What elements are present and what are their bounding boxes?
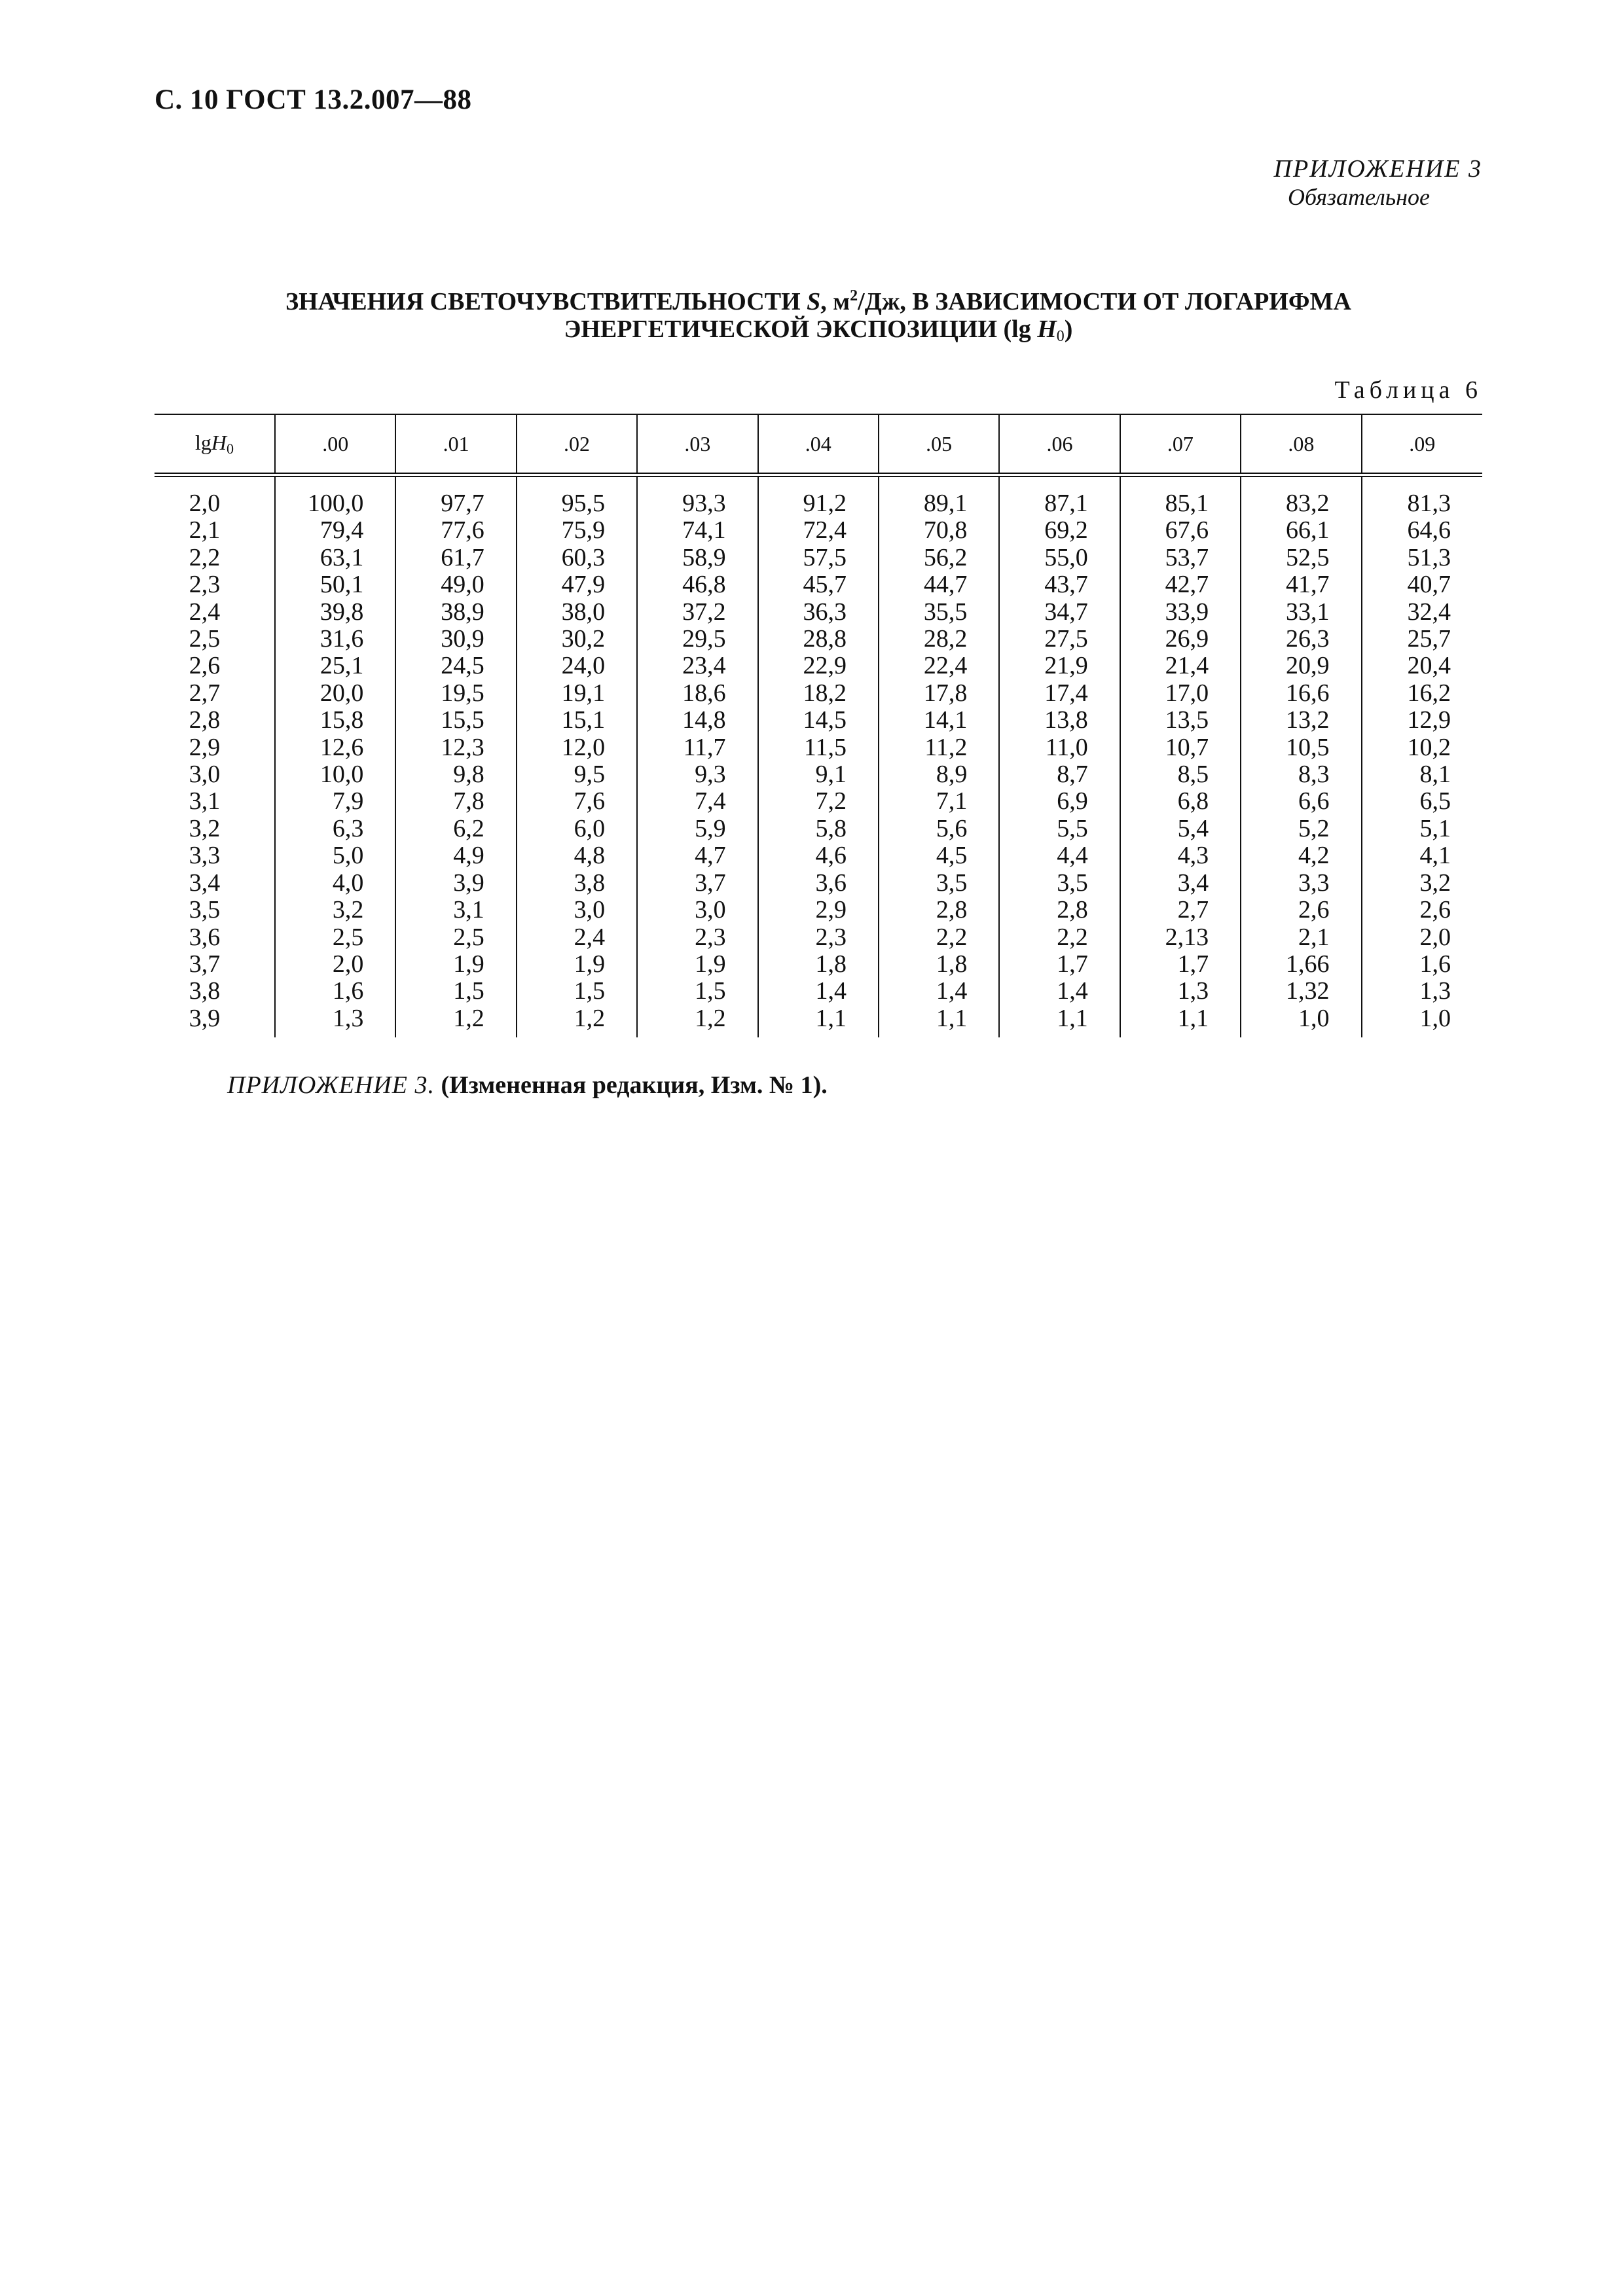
table-row [155, 653, 1482, 679]
table-cell: 2,6 [1362, 897, 1482, 924]
table-cell: 67,6 [1120, 517, 1241, 544]
table-cell: 3,4 [1120, 870, 1241, 897]
table-cell: 1,2 [637, 1005, 757, 1037]
table-cell: 58,9 [637, 545, 757, 571]
row-label: 2,2 [189, 543, 221, 571]
table-cell: 37,2 [637, 599, 757, 626]
table-cell: 7,2 [758, 788, 879, 815]
table-cell: 1,1 [1120, 1005, 1241, 1037]
table-cell: 6,2 [395, 816, 516, 842]
table-cell: 3,9 [395, 870, 516, 897]
table-cell: 97,7 [395, 475, 516, 518]
table-cell: 1,1 [758, 1005, 879, 1037]
row-label: 3,3 [189, 842, 221, 870]
table-row [155, 517, 1482, 544]
table-cell: 3,5 [879, 870, 999, 897]
column-header: .01 [395, 414, 516, 475]
table-row [155, 599, 1482, 626]
table-cell: 35,5 [879, 599, 999, 626]
table-cell: 14,8 [637, 707, 757, 734]
appendix-title: ПРИЛОЖЕНИЕ 3 [1273, 155, 1482, 183]
table-cell: 8,9 [879, 761, 999, 788]
table-cell: 28,2 [879, 626, 999, 653]
row-label: 2,9 [189, 733, 221, 761]
table-cell: 81,3 [1362, 475, 1482, 518]
table-cell: 2,6 [1241, 897, 1361, 924]
table-row [155, 761, 1482, 788]
table-header-row [155, 414, 1482, 475]
table-cell: 38,9 [395, 599, 516, 626]
table-cell: 33,9 [1120, 599, 1241, 626]
table-cell: 72,4 [758, 517, 879, 544]
table-cell: 89,1 [879, 475, 999, 518]
table-cell: 44,7 [879, 571, 999, 598]
row-label: 3,4 [189, 869, 221, 897]
table-cell: 4,7 [637, 842, 757, 869]
row-label: 2,1 [189, 516, 221, 545]
table-cell: 2,4 [517, 924, 637, 951]
table-cell: 77,6 [395, 517, 516, 544]
table-cell: 16,2 [1362, 680, 1482, 707]
table-cell: 12,3 [395, 734, 516, 761]
row-label: 2,4 [189, 598, 221, 626]
table-row [155, 545, 1482, 571]
table-cell: 13,2 [1241, 707, 1361, 734]
table-cell: 3,7 [637, 870, 757, 897]
table-cell: 19,1 [517, 680, 637, 707]
table-cell: 1,0 [1362, 1005, 1482, 1037]
table-row [155, 626, 1482, 653]
appendix-block [1274, 154, 1482, 211]
table-cell: 10,0 [275, 761, 395, 788]
row-label: 2,5 [189, 625, 221, 653]
table-row [155, 951, 1482, 978]
table-cell: 7,8 [395, 788, 516, 815]
table-cell: 1,4 [879, 978, 999, 1005]
table-label: Таблица 6 [1334, 376, 1482, 404]
table-row [155, 475, 1482, 518]
table-row [155, 978, 1482, 1005]
table-cell: 85,1 [1120, 475, 1241, 518]
table-cell: 24,0 [517, 653, 637, 679]
table-cell: 1,2 [517, 1005, 637, 1037]
table-cell: 55,0 [999, 545, 1120, 571]
table-cell: 1,5 [637, 978, 757, 1005]
table-cell: 1,9 [637, 951, 757, 978]
row-label: 3,9 [189, 1004, 221, 1032]
table-cell: 27,5 [999, 626, 1120, 653]
table-cell: 5,2 [1241, 816, 1361, 842]
table-cell: 2,9 [758, 897, 879, 924]
table-cell: 13,5 [1120, 707, 1241, 734]
table-cell: 8,3 [1241, 761, 1361, 788]
table-cell: 31,6 [275, 626, 395, 653]
table-cell: 6,3 [275, 816, 395, 842]
table-cell: 8,7 [999, 761, 1120, 788]
table-cell: 4,2 [1241, 842, 1361, 869]
table-cell: 52,5 [1241, 545, 1361, 571]
table-cell: 60,3 [517, 545, 637, 571]
table-row [155, 707, 1482, 734]
column-header: .05 [879, 414, 999, 475]
table-cell: 70,8 [879, 517, 999, 544]
table-cell: 25,7 [1362, 626, 1482, 653]
table-row [155, 680, 1482, 707]
table-cell: 45,7 [758, 571, 879, 598]
table-cell: 79,4 [275, 517, 395, 544]
column-header: .02 [517, 414, 637, 475]
table-cell: 3,5 [999, 870, 1120, 897]
table-cell: 33,1 [1241, 599, 1361, 626]
table-cell: 9,8 [395, 761, 516, 788]
table-row [155, 571, 1482, 598]
table-cell: 74,1 [637, 517, 757, 544]
table-cell: 3,0 [517, 897, 637, 924]
table-cell: 49,0 [395, 571, 516, 598]
column-header: .04 [758, 414, 879, 475]
table-cell: 8,1 [1362, 761, 1482, 788]
table-cell: 11,2 [879, 734, 999, 761]
sensitivity-table [155, 414, 1482, 1037]
table-cell: 91,2 [758, 475, 879, 518]
table-cell: 5,4 [1120, 816, 1241, 842]
table-cell: 14,1 [879, 707, 999, 734]
table-cell: 1,9 [395, 951, 516, 978]
table-cell: 1,32 [1241, 978, 1361, 1005]
table-cell: 9,1 [758, 761, 879, 788]
table-cell: 75,9 [517, 517, 637, 544]
table-cell: 25,1 [275, 653, 395, 679]
table-cell: 36,3 [758, 599, 879, 626]
table-cell: 18,6 [637, 680, 757, 707]
column-header: .03 [637, 414, 757, 475]
row-label: 3,0 [189, 761, 221, 789]
document-title-line-1: ЗНАЧЕНИЯ СВЕТОЧУВСТВИТЕЛЬНОСТИ S, $м^2/Дж$, В ЗАВИСИМОСТИ ОТ ЛОГАРИФМА [285, 287, 1351, 315]
table-cell: 6,0 [517, 816, 637, 842]
table-cell: 4,0 [275, 870, 395, 897]
table-cell: 1,3 [275, 1005, 395, 1037]
table-cell: 1,1 [999, 1005, 1120, 1037]
table-cell: 3,1 [395, 897, 516, 924]
column-header: .00 [275, 414, 395, 475]
table-cell: 10,7 [1120, 734, 1241, 761]
table-cell: 69,2 [999, 517, 1120, 544]
table-cell: 21,9 [999, 653, 1120, 679]
table-cell: 2,5 [395, 924, 516, 951]
column-header: .08 [1241, 414, 1361, 475]
table-cell: 4,6 [758, 842, 879, 869]
table-cell: 40,7 [1362, 571, 1482, 598]
table-cell: 2,5 [275, 924, 395, 951]
table-cell: 22,9 [758, 653, 879, 679]
document-title-line-2: ЭНЕРГЕТИЧЕСКОЙ ЭКСПОЗИЦИИ (lg $H_0$) [564, 315, 1073, 345]
table-cell: 7,9 [275, 788, 395, 815]
table-cell: 3,2 [1362, 870, 1482, 897]
table-cell: 41,7 [1241, 571, 1361, 598]
table-cell: 3,0 [637, 897, 757, 924]
table-cell: 1,3 [1362, 978, 1482, 1005]
table-cell: 26,3 [1241, 626, 1361, 653]
table-cell: 20,0 [275, 680, 395, 707]
table-cell: 5,6 [879, 816, 999, 842]
table-cell: 6,5 [1362, 788, 1482, 815]
column-header: .09 [1362, 414, 1482, 475]
table-cell: 39,8 [275, 599, 395, 626]
table-cell: 10,2 [1362, 734, 1482, 761]
row-label: 3,5 [189, 896, 221, 924]
table-cell: 53,7 [1120, 545, 1241, 571]
page-header: С. 10 ГОСТ 13.2.007—88 [155, 84, 472, 115]
table-cell: 9,5 [517, 761, 637, 788]
table-cell: 10,5 [1241, 734, 1361, 761]
table-cell: 2,8 [879, 897, 999, 924]
table-cell: 15,1 [517, 707, 637, 734]
table-cell: 14,5 [758, 707, 879, 734]
table-cell: 2,0 [1362, 924, 1482, 951]
table-cell: 1,5 [395, 978, 516, 1005]
table-cell: 4,3 [1120, 842, 1241, 869]
table-cell: 9,3 [637, 761, 757, 788]
table-cell: 2,3 [758, 924, 879, 951]
row-label: 3,7 [189, 950, 221, 978]
table-cell: 17,0 [1120, 680, 1241, 707]
table-row [155, 870, 1482, 897]
table-cell: 2,7 [1120, 897, 1241, 924]
row-label: 2,8 [189, 706, 221, 734]
table-cell: 16,6 [1241, 680, 1361, 707]
table-cell: 28,8 [758, 626, 879, 653]
table-cell: 32,4 [1362, 599, 1482, 626]
table-cell: 4,5 [879, 842, 999, 869]
table-cell: 46,8 [637, 571, 757, 598]
table-cell: 83,2 [1241, 475, 1361, 518]
table-cell: 2,3 [637, 924, 757, 951]
table-cell: 20,9 [1241, 653, 1361, 679]
table-cell: 21,4 [1120, 653, 1241, 679]
table-cell: 51,3 [1362, 545, 1482, 571]
table-cell: 22,4 [879, 653, 999, 679]
table-cell: 5,8 [758, 816, 879, 842]
column-header-lgh0: lgH$_0$ [155, 414, 275, 475]
table-cell: 1,4 [758, 978, 879, 1005]
table-cell: 4,9 [395, 842, 516, 869]
table-cell: 50,1 [275, 571, 395, 598]
table-cell: 63,1 [275, 545, 395, 571]
table-cell: 7,4 [637, 788, 757, 815]
table-cell: 6,9 [999, 788, 1120, 815]
table-cell: 66,1 [1241, 517, 1361, 544]
column-header: .06 [999, 414, 1120, 475]
row-label: 3,2 [189, 814, 221, 842]
column-header: .07 [1120, 414, 1241, 475]
table-cell: 4,4 [999, 842, 1120, 869]
table-cell: 1,66 [1241, 951, 1361, 978]
table-body [155, 475, 1482, 1038]
table-cell: 1,7 [1120, 951, 1241, 978]
table-cell: 11,7 [637, 734, 757, 761]
table-cell: 57,5 [758, 545, 879, 571]
document-title [155, 288, 1482, 343]
table-cell: 34,7 [999, 599, 1120, 626]
row-label: 3,8 [189, 977, 221, 1005]
row-label: 2,7 [189, 679, 221, 707]
table-row [155, 842, 1482, 869]
table-cell: 4,1 [1362, 842, 1482, 869]
table-cell: 47,9 [517, 571, 637, 598]
appendix-status: Обязательное [1288, 184, 1430, 210]
table-cell: 5,9 [637, 816, 757, 842]
table-cell: 1,5 [517, 978, 637, 1005]
table-cell: 26,9 [1120, 626, 1241, 653]
row-label: 3,1 [189, 787, 221, 816]
table-row [155, 1005, 1482, 1037]
table-cell: 4,8 [517, 842, 637, 869]
table-cell: 2,8 [999, 897, 1120, 924]
table-cell: 30,9 [395, 626, 516, 653]
table-cell: 87,1 [999, 475, 1120, 518]
table-cell: 56,2 [879, 545, 999, 571]
table-cell: 7,1 [879, 788, 999, 815]
row-label: 2,6 [189, 652, 221, 680]
table-cell: 43,7 [999, 571, 1120, 598]
table-cell: 2,2 [999, 924, 1120, 951]
table-row [155, 897, 1482, 924]
table-cell: 20,4 [1362, 653, 1482, 679]
table-cell: 1,0 [1241, 1005, 1361, 1037]
table-cell: 2,1 [1241, 924, 1361, 951]
table-cell: 1,2 [395, 1005, 516, 1037]
table-cell: 1,1 [879, 1005, 999, 1037]
table-cell: 3,3 [1241, 870, 1361, 897]
table-cell: 19,5 [395, 680, 516, 707]
table-cell: 18,2 [758, 680, 879, 707]
table-cell: 12,0 [517, 734, 637, 761]
table-cell: 1,8 [758, 951, 879, 978]
table-cell: 6,8 [1120, 788, 1241, 815]
table-cell: 42,7 [1120, 571, 1241, 598]
table-row [155, 788, 1482, 815]
table-cell: 13,8 [999, 707, 1120, 734]
table-cell: 15,8 [275, 707, 395, 734]
table-cell: 23,4 [637, 653, 757, 679]
table-cell: 1,9 [517, 951, 637, 978]
table-cell: 17,8 [879, 680, 999, 707]
table-cell: 3,8 [517, 870, 637, 897]
table-cell: 11,5 [758, 734, 879, 761]
table-cell: 64,6 [1362, 517, 1482, 544]
table-cell: 2,2 [879, 924, 999, 951]
table-cell: 29,5 [637, 626, 757, 653]
table-cell: 1,7 [999, 951, 1120, 978]
table-cell: 5,0 [275, 842, 395, 869]
table-row [155, 734, 1482, 761]
table-cell: 8,5 [1120, 761, 1241, 788]
table-cell: 12,9 [1362, 707, 1482, 734]
table-cell: 2,0 [275, 951, 395, 978]
table-cell: 15,5 [395, 707, 516, 734]
table-cell: 6,6 [1241, 788, 1361, 815]
table-cell: 3,2 [275, 897, 395, 924]
table-cell: 1,6 [275, 978, 395, 1005]
table-cell: 93,3 [637, 475, 757, 518]
table-cell: 1,4 [999, 978, 1120, 1005]
table-row [155, 924, 1482, 951]
table-row [155, 816, 1482, 842]
table-cell: 7,6 [517, 788, 637, 815]
table-cell: 100,0 [275, 475, 395, 518]
table-cell: 3,6 [758, 870, 879, 897]
row-label: 3,6 [189, 923, 221, 951]
table-cell: 38,0 [517, 599, 637, 626]
footnote: ПРИЛОЖЕНИЕ 3. (Измененная редакция, Изм. № 1). [227, 1071, 828, 1099]
table-cell: 1,6 [1362, 951, 1482, 978]
table-cell: 11,0 [999, 734, 1120, 761]
table-cell: 24,5 [395, 653, 516, 679]
table-cell: 95,5 [517, 475, 637, 518]
table-cell: 1,8 [879, 951, 999, 978]
table-cell: 30,2 [517, 626, 637, 653]
table-cell: 1,3 [1120, 978, 1241, 1005]
table-cell: 12,6 [275, 734, 395, 761]
table-cell: 61,7 [395, 545, 516, 571]
table-cell: 17,4 [999, 680, 1120, 707]
row-label: 2,3 [189, 571, 221, 599]
table-cell: 2,13 [1120, 924, 1241, 951]
table-cell: 5,1 [1362, 816, 1482, 842]
row-label: 2,0 [189, 490, 221, 517]
table-cell: 5,5 [999, 816, 1120, 842]
